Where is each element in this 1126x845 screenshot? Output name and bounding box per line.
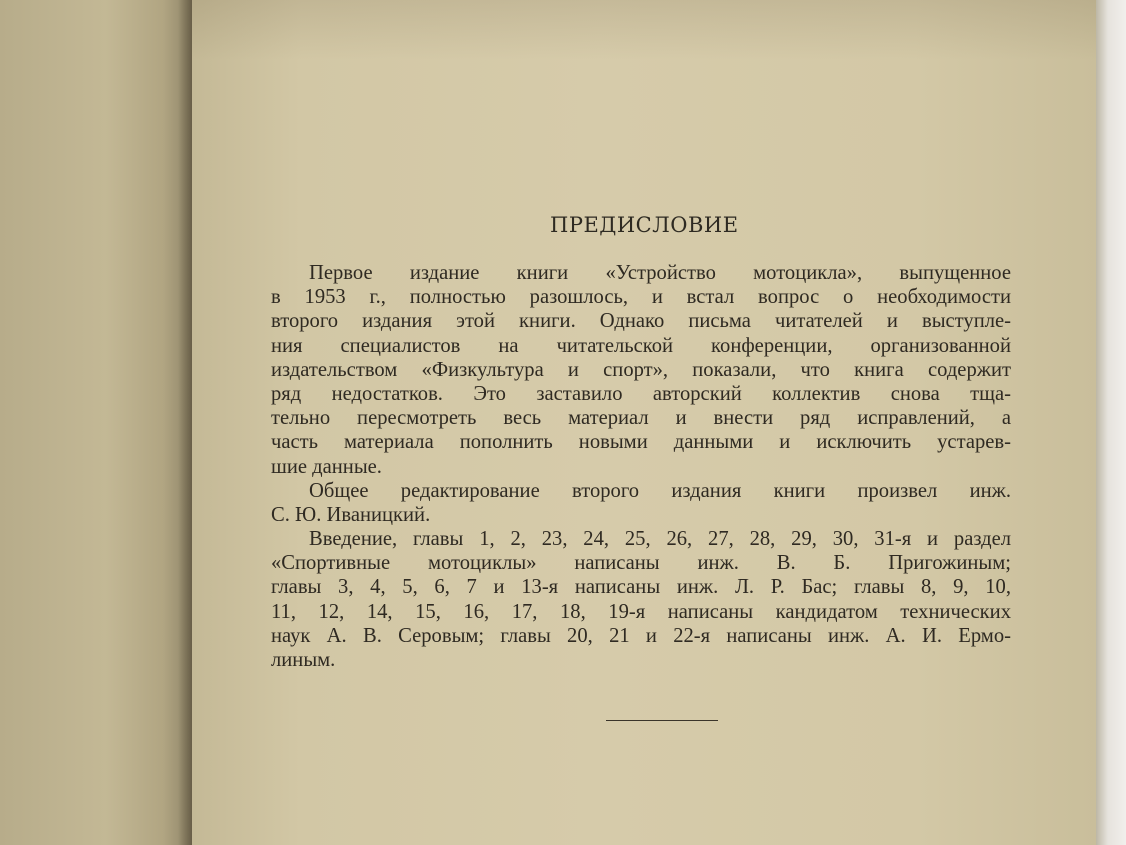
text-line: Первое издание книги «Устройство мотоцикла», выпущенное — [309, 262, 1011, 284]
page-title: ПРЕДИСЛОВИЕ — [550, 213, 739, 237]
text-line: главы 3, 4, 5, 6, 7 и 13-я написаны инж. Л. Р. Бас; главы 8, 9, 10, — [271, 576, 1011, 599]
text-line: С. Ю. Иваницкий. — [271, 503, 431, 526]
text-line: 11, 12, 14, 15, 16, 17, 18, 19-я написаны кандидатом технических — [271, 600, 1011, 623]
text-line: «Спортивные мотоциклы» написаны инж. В. Б. Пригожиным; — [271, 552, 1011, 575]
preface-text — [271, 261, 1011, 672]
text-line: наук А. В. Серовым; главы 20, 21 и 22-я написаны инж. А. И. Ермо- — [271, 624, 1011, 647]
section-divider — [606, 720, 718, 721]
text-line: издательством «Физкультура и спорт», показали, что книга содержит — [271, 358, 1011, 381]
text-line: второго издания этой книги. Однако письма читателей и выступле- — [271, 310, 1011, 333]
text-line: часть материала пополнить новыми данными и исключить устарев- — [271, 431, 1011, 454]
text-line: шие данные. — [271, 455, 382, 478]
text-line: ния специалистов на читательской конференции, организованной — [271, 334, 1011, 357]
text-line: в 1953 г., полностью разошлось, и встал вопрос о необходимости — [271, 286, 1011, 309]
left-page-edge — [0, 0, 192, 845]
text-line: линым. — [271, 649, 336, 671]
page-shadow — [192, 0, 1096, 60]
text-line: ряд недостатков. Это заставило авторский коллектив снова тща- — [271, 382, 1011, 405]
text-line: тельно пересмотреть весь материал и внести ряд исправлений, а — [271, 407, 1011, 430]
text-line: Введение, главы 1, 2, 23, 24, 25, 26, 27, 28, 29, 30, 31-я и раздел — [309, 528, 1011, 551]
background — [1096, 0, 1126, 845]
text-line: Общее редактирование второго издания книги произвел инж. — [309, 479, 1011, 502]
